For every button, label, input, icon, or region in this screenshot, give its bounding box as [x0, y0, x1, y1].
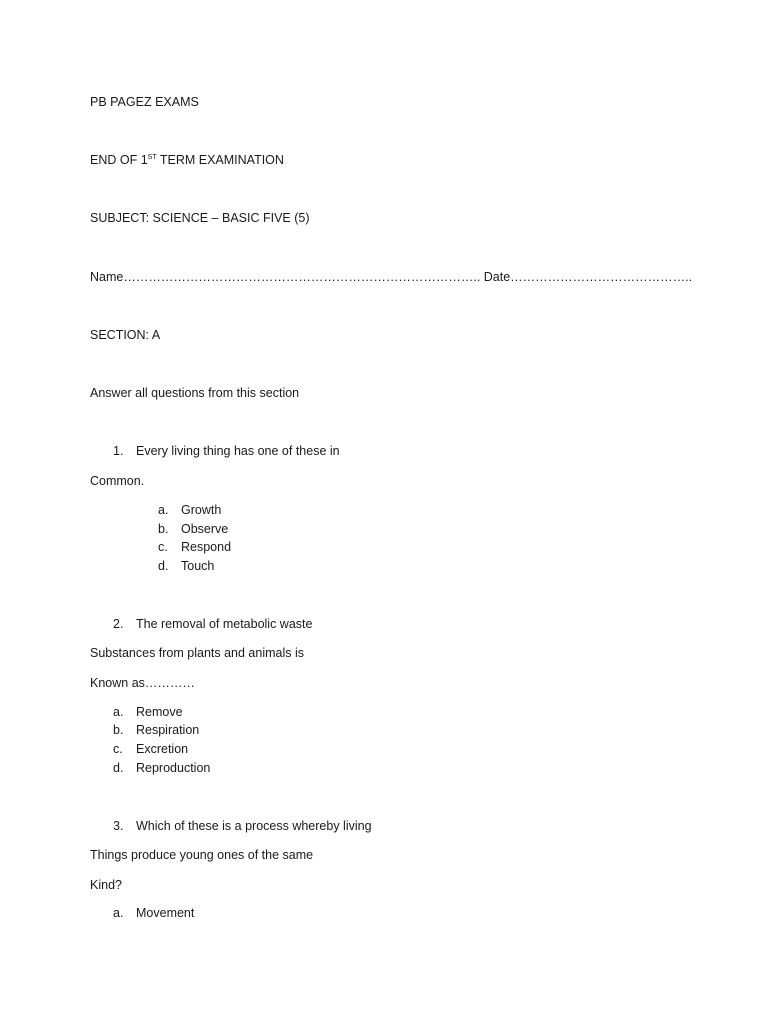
option-letter: d.	[158, 559, 169, 573]
option-text: Touch	[181, 559, 215, 573]
name-date-line: Name………………………………………………………………………….. Date……………………………………..	[90, 270, 693, 284]
question-continuation: Things produce young ones of the same	[90, 848, 314, 862]
option-text: Growth	[181, 503, 222, 517]
option-text: Respond	[181, 540, 232, 554]
question-text: Every living thing has one of these in	[136, 444, 340, 458]
question-continuation: Common.	[90, 474, 145, 488]
question-continuation: Substances from plants and animals is	[90, 646, 304, 660]
option-letter: b.	[113, 723, 124, 737]
question-text: Which of these is a process whereby living	[136, 819, 372, 833]
option-text: Respiration	[136, 723, 200, 737]
option-text: Reproduction	[136, 761, 211, 775]
question-text: The removal of metabolic waste	[136, 617, 313, 631]
option-text: Remove	[136, 705, 183, 719]
option-letter: b.	[158, 522, 169, 536]
option-text: Observe	[181, 522, 229, 536]
option-letter: d.	[113, 761, 124, 775]
option-letter: c.	[113, 742, 123, 756]
exam-title-ordinal: ST	[147, 154, 157, 161]
question-number: 3.	[113, 819, 124, 833]
question-number: 1.	[113, 444, 124, 458]
option-text: Excretion	[136, 742, 189, 756]
option-letter: a.	[113, 705, 124, 719]
question-continuation: Kind?	[90, 878, 122, 892]
option-letter: c.	[158, 540, 168, 554]
section-heading: SECTION: A	[90, 328, 161, 342]
exam-title-suffix: TERM EXAMINATION	[156, 153, 284, 167]
question-number: 2.	[113, 617, 124, 631]
question-continuation: Known as…………	[90, 676, 195, 690]
exam-title	[90, 152, 284, 168]
option-text: Movement	[136, 906, 195, 920]
option-letter: a.	[113, 906, 124, 920]
subject-line: SUBJECT: SCIENCE – BASIC FIVE (5)	[90, 211, 310, 225]
option-letter: a.	[158, 503, 169, 517]
org-name: PB PAGEZ EXAMS	[90, 95, 199, 109]
exam-title-prefix: END OF 1	[90, 153, 148, 167]
instruction-text: Answer all questions from this section	[90, 386, 300, 400]
